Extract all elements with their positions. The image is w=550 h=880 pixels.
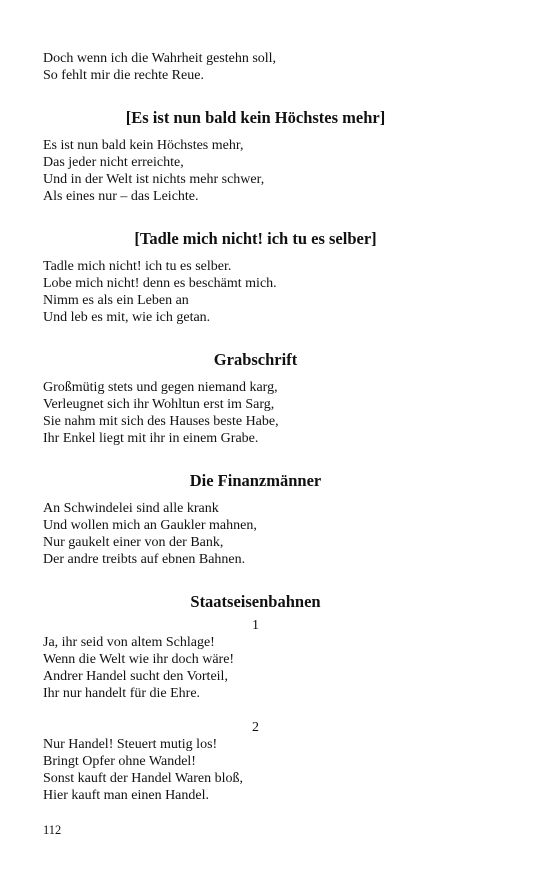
poem-line: Der andre treibts auf ebnen Bahnen.: [43, 552, 246, 567]
poem-line: Sie nahm mit sich des Hauses beste Habe,: [43, 414, 279, 429]
poem-stanza: [43, 137, 468, 205]
poem-line: Verleugnet sich ihr Wohltun erst im Sarg,: [43, 397, 275, 412]
poem-stanza: [43, 258, 468, 326]
poem-line: Als eines nur – das Leichte.: [43, 189, 199, 204]
poem-line: Andrer Handel sucht den Vorteil,: [43, 669, 228, 684]
poem-line: Großmütig stets und gegen niemand karg,: [43, 380, 278, 395]
poem-title: Grabschrift: [213, 350, 298, 369]
poem-stanza: [43, 736, 468, 804]
poem-title: [Es ist nun bald kein Höchstes mehr]: [125, 108, 386, 127]
poem-stanza: [43, 379, 468, 447]
poem-line: Hier kauft man einen Handel.: [43, 788, 209, 803]
poem-line: Nimm es als ein Leben an: [43, 293, 189, 308]
poem-line: Und wollen mich an Gaukler mahnen,: [43, 518, 257, 533]
page-number: 112: [43, 823, 62, 837]
poem-stanza: [43, 634, 468, 702]
poem-line: Lobe mich nicht! denn es beschämt mich.: [43, 276, 277, 291]
poem-line: Ja, ihr seid von altem Schlage!: [43, 635, 215, 650]
poem-line: Nur gaukelt einer von der Bank,: [43, 535, 224, 550]
poem-line: Nur Handel! Steuert mutig los!: [43, 737, 218, 752]
poem-line: Und leb es mit, wie ich getan.: [43, 310, 211, 325]
poem-line: Bringt Opfer ohne Wandel!: [43, 754, 196, 769]
poem-line: Das jeder nicht erreichte,: [43, 155, 184, 170]
poem-line: Ihr nur handelt für die Ehre.: [43, 686, 201, 701]
section-number: 2: [252, 720, 259, 735]
section-number: 1: [252, 618, 259, 633]
poem-line: An Schwindelei sind alle krank: [43, 501, 219, 516]
poem-line: Ihr Enkel liegt mit ihr in einem Grabe.: [43, 431, 259, 446]
poem-line: Und in der Welt ist nichts mehr schwer,: [43, 172, 265, 187]
poem-line: Es ist nun bald kein Höchstes mehr,: [43, 138, 244, 153]
page-content: [43, 50, 468, 804]
poem-line: Sonst kauft der Handel Waren bloß,: [43, 771, 244, 786]
poem-title: [Tadle mich nicht! ich tu es selber]: [134, 229, 377, 248]
poem-title: Staatseisenbahnen: [190, 592, 321, 611]
poem-line: Doch wenn ich die Wahrheit gestehn soll,: [43, 51, 277, 66]
poem-stanza: [43, 500, 468, 568]
poem-line: Wenn die Welt wie ihr doch wäre!: [43, 652, 235, 667]
poem-line: So fehlt mir die rechte Reue.: [43, 68, 204, 83]
poem-line: Tadle mich nicht! ich tu es selber.: [43, 259, 232, 274]
poem-continuation: [43, 50, 468, 84]
poem-title: Die Finanzmänner: [189, 471, 322, 490]
